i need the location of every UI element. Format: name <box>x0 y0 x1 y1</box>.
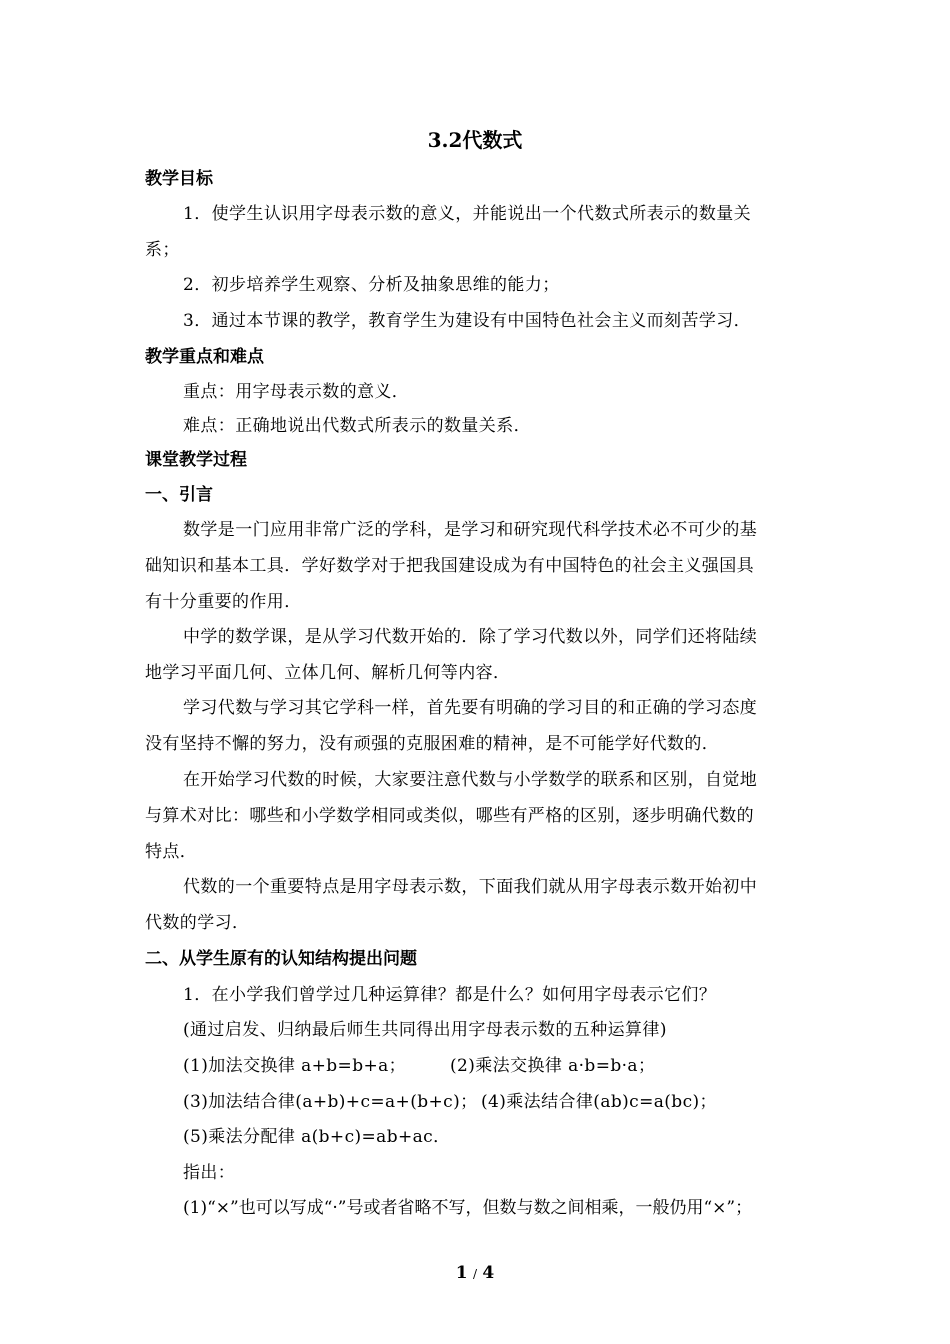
law-multiplication-associative: (4)乘法结合律(ab)c=a(bc)； <box>481 1092 717 1112</box>
heading-class-process: 课堂教学过程 <box>145 450 247 470</box>
difficult-point: 难点：正确地说出代数式所表示的数量关系． <box>183 416 531 436</box>
point-out-item-1: (1)“×”也可以写成“·”号或者省略不写，但数与数之间相乘，一般仍用“×”； <box>183 1198 753 1218</box>
law-addition-associative: (3)加法结合律(a+b)+c=a+(b+c)； <box>183 1092 478 1112</box>
intro-paragraph-2-line-1: 中学的数学课，是从学习代数开始的．除了学习代数以外，同学们还将陆续 <box>183 627 758 647</box>
page-separator: / <box>472 1267 478 1281</box>
law-addition-commutative: (1)加法交换律 a+b=b+a； <box>183 1056 407 1076</box>
point-out-label: 指出： <box>183 1163 236 1183</box>
question-1: 1．在小学我们曾学过几种运算律？都是什么？如何用字母表示它们？ <box>183 985 717 1005</box>
intro-paragraph-1-line-1: 数学是一门应用非常广泛的学科，是学习和研究现代科学技术必不可少的基 <box>183 520 758 540</box>
intro-paragraph-5-line-1: 代数的一个重要特点是用字母表示数，下面我们就从用字母表示数开始初中 <box>183 877 758 897</box>
goal-1-line-1: 1．使学生认识用字母表示数的意义，并能说出一个代数式所表示的数量关 <box>183 204 752 224</box>
goal-3: 3．通过本节课的教学，教育学生为建设有中国特色社会主义而刻苦学习． <box>183 311 752 331</box>
current-page: 1 <box>455 1263 468 1283</box>
heading-part-two: 二、从学生原有的认知结构提出问题 <box>145 949 417 969</box>
question-1-note: (通过启发、归纳最后师生共同得出用字母表示数的五种运算律) <box>183 1020 667 1040</box>
total-pages: 4 <box>482 1263 495 1283</box>
key-point: 重点：用字母表示数的意义． <box>183 382 410 402</box>
page-number <box>0 1263 950 1283</box>
intro-paragraph-2-line-2: 地学习平面几何、立体几何、解析几何等内容． <box>145 663 511 683</box>
intro-paragraph-4-line-3: 特点． <box>145 842 198 862</box>
goal-1-line-2: 系； <box>145 240 180 260</box>
intro-paragraph-5-line-2: 代数的学习． <box>145 913 250 933</box>
law-distributive: (5)乘法分配律 a(b+c)=ab+ac． <box>183 1127 451 1147</box>
goal-2: 2．初步培养学生观察、分析及抽象思维的能力； <box>183 275 560 295</box>
intro-paragraph-1-line-2: 础知识和基本工具．学好数学对于把我国建设成为有中国特色的社会主义强国具 <box>145 556 754 576</box>
heading-key-points: 教学重点和难点 <box>145 347 264 367</box>
intro-paragraph-3-line-1: 学习代数与学习其它学科一样，首先要有明确的学习目的和正确的学习态度 <box>183 698 758 718</box>
intro-paragraph-4-line-1: 在开始学习代数的时候，大家要注意代数与小学数学的联系和区别，自觉地 <box>183 770 758 790</box>
heading-teaching-goals: 教学目标 <box>145 169 213 189</box>
law-multiplication-commutative: (2)乘法交换律 a·b=b·a； <box>450 1056 656 1076</box>
intro-paragraph-4-line-2: 与算术对比：哪些和小学数学相同或类似，哪些有严格的区别，逐步明确代数的 <box>145 806 754 826</box>
page-title: 3.2代数式 <box>427 128 523 152</box>
intro-paragraph-1-line-3: 有十分重要的作用． <box>145 592 302 612</box>
heading-introduction: 一、引言 <box>145 485 213 505</box>
intro-paragraph-3-line-2: 没有坚持不懈的努力，没有顽强的克服困难的精神，是不可能学好代数的． <box>145 734 720 754</box>
